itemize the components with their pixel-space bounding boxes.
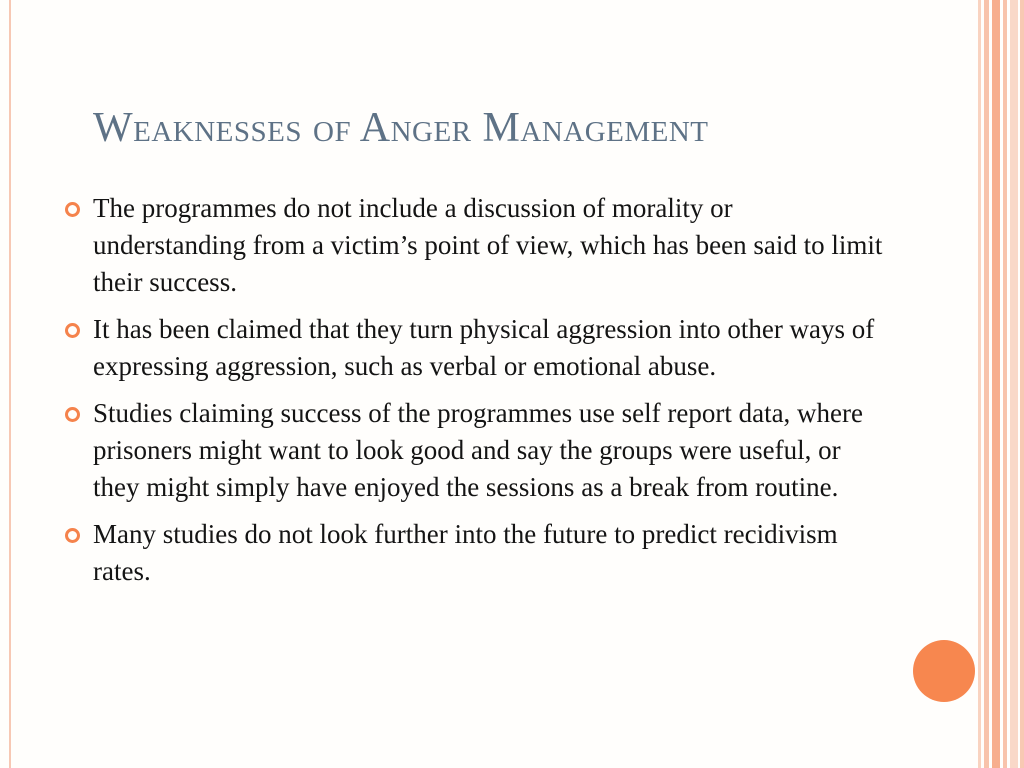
right-stripe [984, 0, 989, 768]
bullet-list [93, 190, 883, 600]
bullet-item [93, 311, 883, 385]
ring-bullet-icon [65, 323, 80, 338]
orange-circle-decoration [913, 640, 975, 702]
bullet-item [93, 395, 883, 506]
bullet-text: Many studies do not look further into the future to predict recidivism rates. [93, 519, 838, 586]
ring-bullet-icon [65, 202, 80, 217]
bullet-text: It has been claimed that they turn physical aggression into other ways of expressing aggression, such as verbal or emotional abuse. [93, 314, 875, 381]
bullet-item [93, 190, 883, 301]
right-stripe [978, 0, 981, 768]
right-stripe [1020, 0, 1024, 768]
right-stripe [992, 0, 1000, 768]
slide-title: Weaknesses of Anger Management [93, 105, 709, 151]
left-border-line [9, 0, 11, 768]
right-stripe [1010, 0, 1018, 768]
ring-bullet-icon [65, 528, 80, 543]
right-stripe [1003, 0, 1007, 768]
ring-bullet-icon [65, 407, 80, 422]
bullet-text: Studies claiming success of the programmes use self report data, where prisoners might want to look good and say the groups were useful, or they might simply have enjoyed the sessions as a break from routine. [93, 398, 864, 502]
bullet-text: The programmes do not include a discussion of morality or understanding from a victim’s point of view, which has been said to limit their success. [93, 193, 883, 297]
bullet-item [93, 516, 883, 590]
